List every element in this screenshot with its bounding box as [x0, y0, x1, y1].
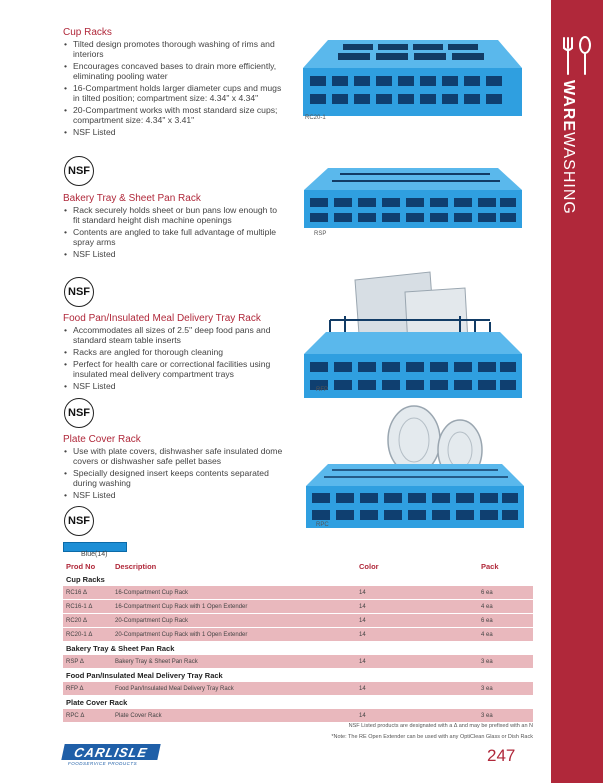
table-group-row [63, 642, 533, 656]
table-cell: 3 ea [478, 682, 533, 696]
table-cell: Food Pan/Insulated Meal Delivery Tray Rack [112, 682, 356, 696]
list-item: • Accommodates all sizes of 2.5" deep food pans and standard steam table inserts [63, 325, 283, 345]
sidebar-strong: WARE [560, 80, 577, 132]
table-cell: 14 [356, 709, 478, 723]
table-cell: 16-Compartment Cup Rack with 1 Open Extender [112, 600, 356, 614]
table-row [63, 628, 533, 642]
table-cell: 4 ea [478, 600, 533, 614]
section-title-food-pan-rack: Food Pan/Insulated Meal Delivery Tray Rack [63, 313, 261, 324]
list-item: • NSF Listed [63, 127, 283, 137]
table-cell: RC20-1 Δ [63, 628, 112, 642]
nsf-logo [64, 277, 94, 307]
table-cell: 14 [356, 614, 478, 628]
table-row [63, 614, 533, 628]
table-row [63, 586, 533, 600]
table-cell: 14 [356, 600, 478, 614]
table-group-label: Bakery Tray & Sheet Pan Rack [66, 644, 175, 653]
table-cell: 14 [356, 682, 478, 696]
table-cell: 3 ea [478, 655, 533, 669]
section-title-cup-racks: Cup Racks [63, 27, 112, 38]
list-item: • Rack securely holds sheet or bun pans low enough to fit standard height dish machine openings [63, 205, 283, 225]
table-cell: 14 [356, 655, 478, 669]
table-cell: 20-Compartment Cup Rack [112, 614, 356, 628]
table-cell: RC16 Δ [63, 586, 112, 600]
list-item: • NSF Listed [63, 381, 283, 391]
image-caption-rfp: RFP [316, 387, 328, 393]
footnote-extender: *Note: The RE Open Extender can be used with any OptiClean Glass or Dish Rack [331, 734, 533, 740]
logo-tagline: FOODSERVICE PRODUCTS [68, 761, 138, 766]
table-header-row [63, 560, 533, 573]
list-item: • NSF Listed [63, 490, 283, 500]
table-cell: Plate Cover Rack [112, 709, 356, 723]
product-table [63, 560, 533, 723]
table-group-row [63, 669, 533, 683]
nsf-logo [64, 506, 94, 536]
table-cell: 6 ea [478, 614, 533, 628]
bullet-list-cup-racks [63, 39, 283, 139]
table-row [63, 682, 533, 696]
table-group-label: Cup Racks [66, 575, 105, 584]
table-cell: RFP Δ [63, 682, 112, 696]
list-item: • Contents are angled to take full advantage of multiple spray arms [63, 227, 283, 247]
table-cell: 14 [356, 628, 478, 642]
table-row [63, 655, 533, 669]
table-cell: RC16-1 Δ [63, 600, 112, 614]
nsf-logo-text: NSF [68, 286, 90, 298]
table-group-row [63, 696, 533, 710]
list-item: • Use with plate covers, dishwasher safe insulated dome covers or dishwasher safe pellet bases [63, 446, 283, 466]
table-header-cell: Prod No [66, 562, 96, 571]
footnote-nsf: NSF Listed products are designated with a Δ and may be prefixed with an N [348, 723, 533, 729]
list-item: • Specially designed insert keeps contents separated during washing [63, 468, 283, 488]
list-item: • Encourages concaved bases to drain more efficiently, eliminating pooling water [63, 61, 283, 81]
table-cell: RC20 Δ [63, 614, 112, 628]
table-group-label: Plate Cover Rack [66, 698, 128, 707]
list-item: • Racks are angled for thorough cleaning [63, 347, 283, 357]
color-swatch-label: Blue(14) [81, 551, 108, 558]
sidebar-light: WASHING [560, 132, 577, 215]
list-item: • Tilted design promotes thorough washing of rims and interiors [63, 39, 283, 59]
section-title-plate-cover-rack: Plate Cover Rack [63, 434, 141, 445]
nsf-logo-text: NSF [68, 165, 90, 177]
table-group-row [63, 573, 533, 586]
page-number: 247 [487, 746, 516, 765]
table-cell: 4 ea [478, 628, 533, 642]
image-caption-rc20-1: RC20-1 [305, 115, 326, 121]
list-item: • 20-Compartment works with most standard size cups; compartment size: 4.34" x 3.41" [63, 105, 283, 125]
utensils-icon [558, 36, 596, 76]
cup-rack-image [298, 38, 526, 120]
nsf-logo-text: NSF [68, 407, 90, 419]
table-cell: 16-Compartment Cup Rack [112, 586, 356, 600]
table-group-label: Food Pan/Insulated Meal Delivery Tray Rack [66, 671, 223, 680]
table-header-cell: Color [359, 562, 379, 571]
list-item: • Perfect for health care or correctional facilities using insulated meal delivery compartment trays [63, 359, 283, 379]
image-caption-rpc: RPC [316, 522, 329, 528]
table-cell: 6 ea [478, 586, 533, 600]
table-row [63, 600, 533, 614]
table-cell: 14 [356, 586, 478, 600]
table-header-cell: Pack [481, 562, 499, 571]
plate-cover-rack-image [302, 400, 528, 532]
table-cell: 20-Compartment Cup Rack with 1 Open Extender [112, 628, 356, 642]
food-pan-rack-image [300, 270, 526, 402]
nsf-logo [64, 398, 94, 428]
table-cell: 3 ea [478, 709, 533, 723]
list-item: • 16-Compartment holds larger diameter cups and mugs in tilted position; compartment size: 4.34" x 4.34" [63, 83, 283, 103]
nsf-logo [64, 156, 94, 186]
nsf-logo-text: NSF [68, 515, 90, 527]
table-header-cell: Description [115, 562, 157, 571]
table-row [63, 709, 533, 723]
bullet-list-food-pan-rack [63, 325, 283, 393]
table-cell: Bakery Tray & Sheet Pan Rack [112, 655, 356, 669]
logo-name: CARLISLE [72, 744, 150, 760]
table-cell: RSP Δ [63, 655, 112, 669]
table-cell: RPC Δ [63, 709, 112, 723]
bullet-list-bakery-rack [63, 205, 283, 261]
carlisle-logo [61, 744, 160, 760]
bullet-list-plate-cover-rack [63, 446, 283, 502]
bakery-rack-image [300, 166, 526, 232]
list-item: • NSF Listed [63, 249, 283, 259]
image-caption-rsp: RSP [314, 231, 327, 237]
section-title-bakery-rack: Bakery Tray & Sheet Pan Rack [63, 193, 201, 204]
